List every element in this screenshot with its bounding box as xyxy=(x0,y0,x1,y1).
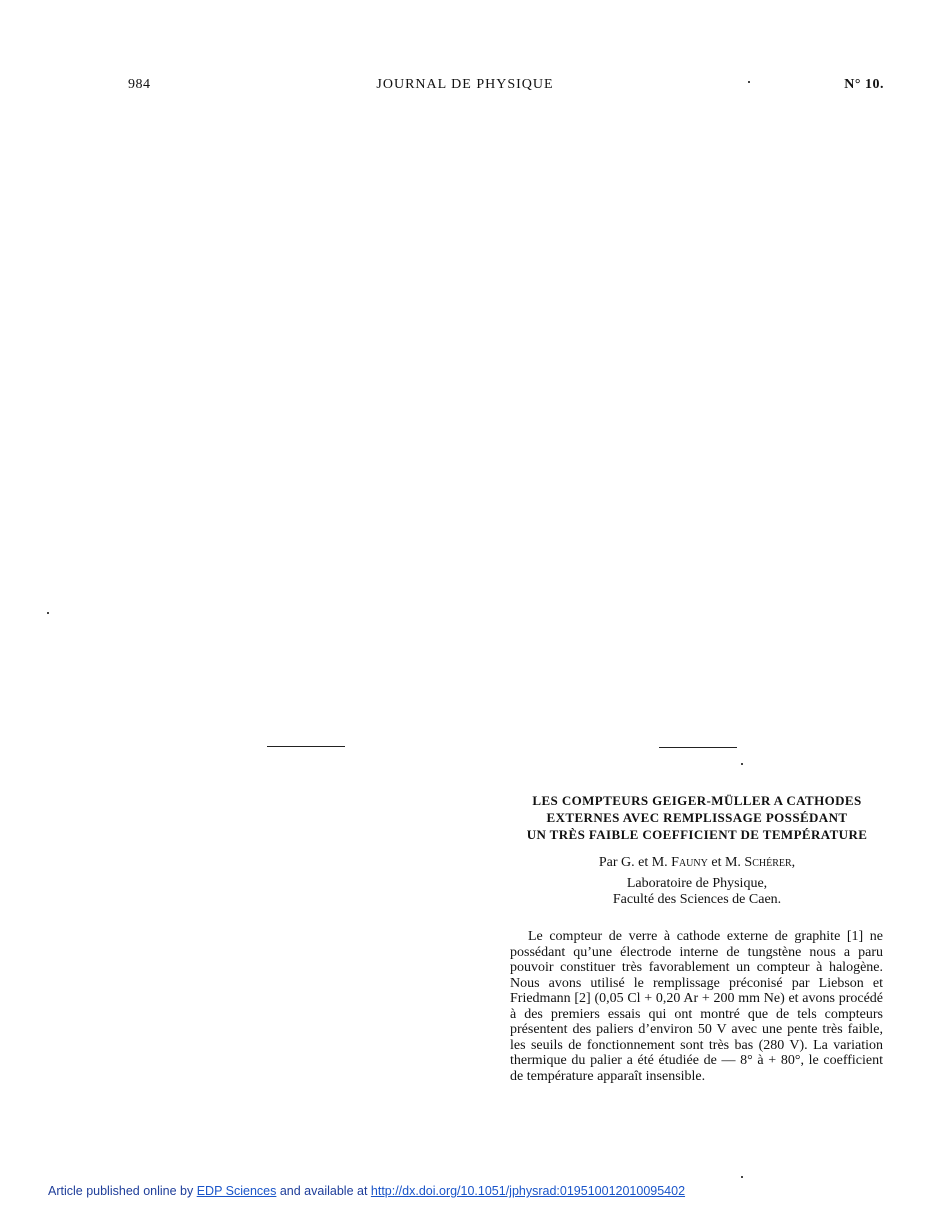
page-number: 984 xyxy=(128,77,151,92)
author-byline xyxy=(508,855,886,871)
print-speck xyxy=(741,763,743,765)
print-speck xyxy=(47,612,49,614)
affiliation-line: Laboratoire de Physique, xyxy=(626,876,768,891)
title-line: EXTERNES AVEC REMPLISSAGE POSSÉDANT xyxy=(546,810,848,825)
doi-link[interactable]: http://dx.doi.org/10.1051/jphysrad:019510012010095402 xyxy=(370,1184,686,1198)
footer-middle: and available at xyxy=(276,1184,371,1198)
column-end-rule xyxy=(267,746,345,747)
issue-number: N° 10. xyxy=(844,77,884,92)
journal-title: JOURNAL DE PHYSIQUE xyxy=(376,77,554,92)
author-name: Fauny xyxy=(671,855,708,870)
author-name: Schérer xyxy=(744,855,792,870)
title-line: UN TRÈS FAIBLE COEFFICIENT DE TEMPÉRATURE xyxy=(526,827,868,842)
print-speck xyxy=(748,81,750,83)
byline-suffix: , xyxy=(791,855,796,870)
byline-prefix: Par G. et M. xyxy=(598,855,672,870)
title-line: LES COMPTEURS GEIGER-MÜLLER A CATHODES xyxy=(532,793,862,808)
affiliation xyxy=(508,876,886,908)
publisher-link[interactable]: EDP Sciences xyxy=(196,1184,277,1198)
publication-footer xyxy=(48,1184,685,1198)
footer-prefix: Article published online by xyxy=(48,1184,197,1198)
affiliation-line: Faculté des Sciences de Caen. xyxy=(612,892,782,907)
byline-between: et M. xyxy=(707,855,745,870)
section-separator-rule xyxy=(659,747,737,748)
print-speck xyxy=(741,1176,743,1178)
abstract-paragraph: Le compteur de verre à cathode externe de graphite [1] ne possédant qu’une électrode interne de tungstène nous a paru pouvoir constituer très favorablement un compteur à halogène. Nous avons utilisé le remplissage préconisé par Liebson et Friedmann [2] (0,05 Cl + 0,20 Ar + 200 mm Ne) et avons procédé à des premiers essais qui ont montré que de tels compteurs présentent des paliers d’environ 50 V avec une pente très faible, les seuils de fonctionnement sont très bas (280 V). La variation thermique du palier a été étudiée de — 8° à + 80°, le coefficient de température apparaît insensible. xyxy=(510,929,883,1084)
article-title xyxy=(508,792,886,843)
